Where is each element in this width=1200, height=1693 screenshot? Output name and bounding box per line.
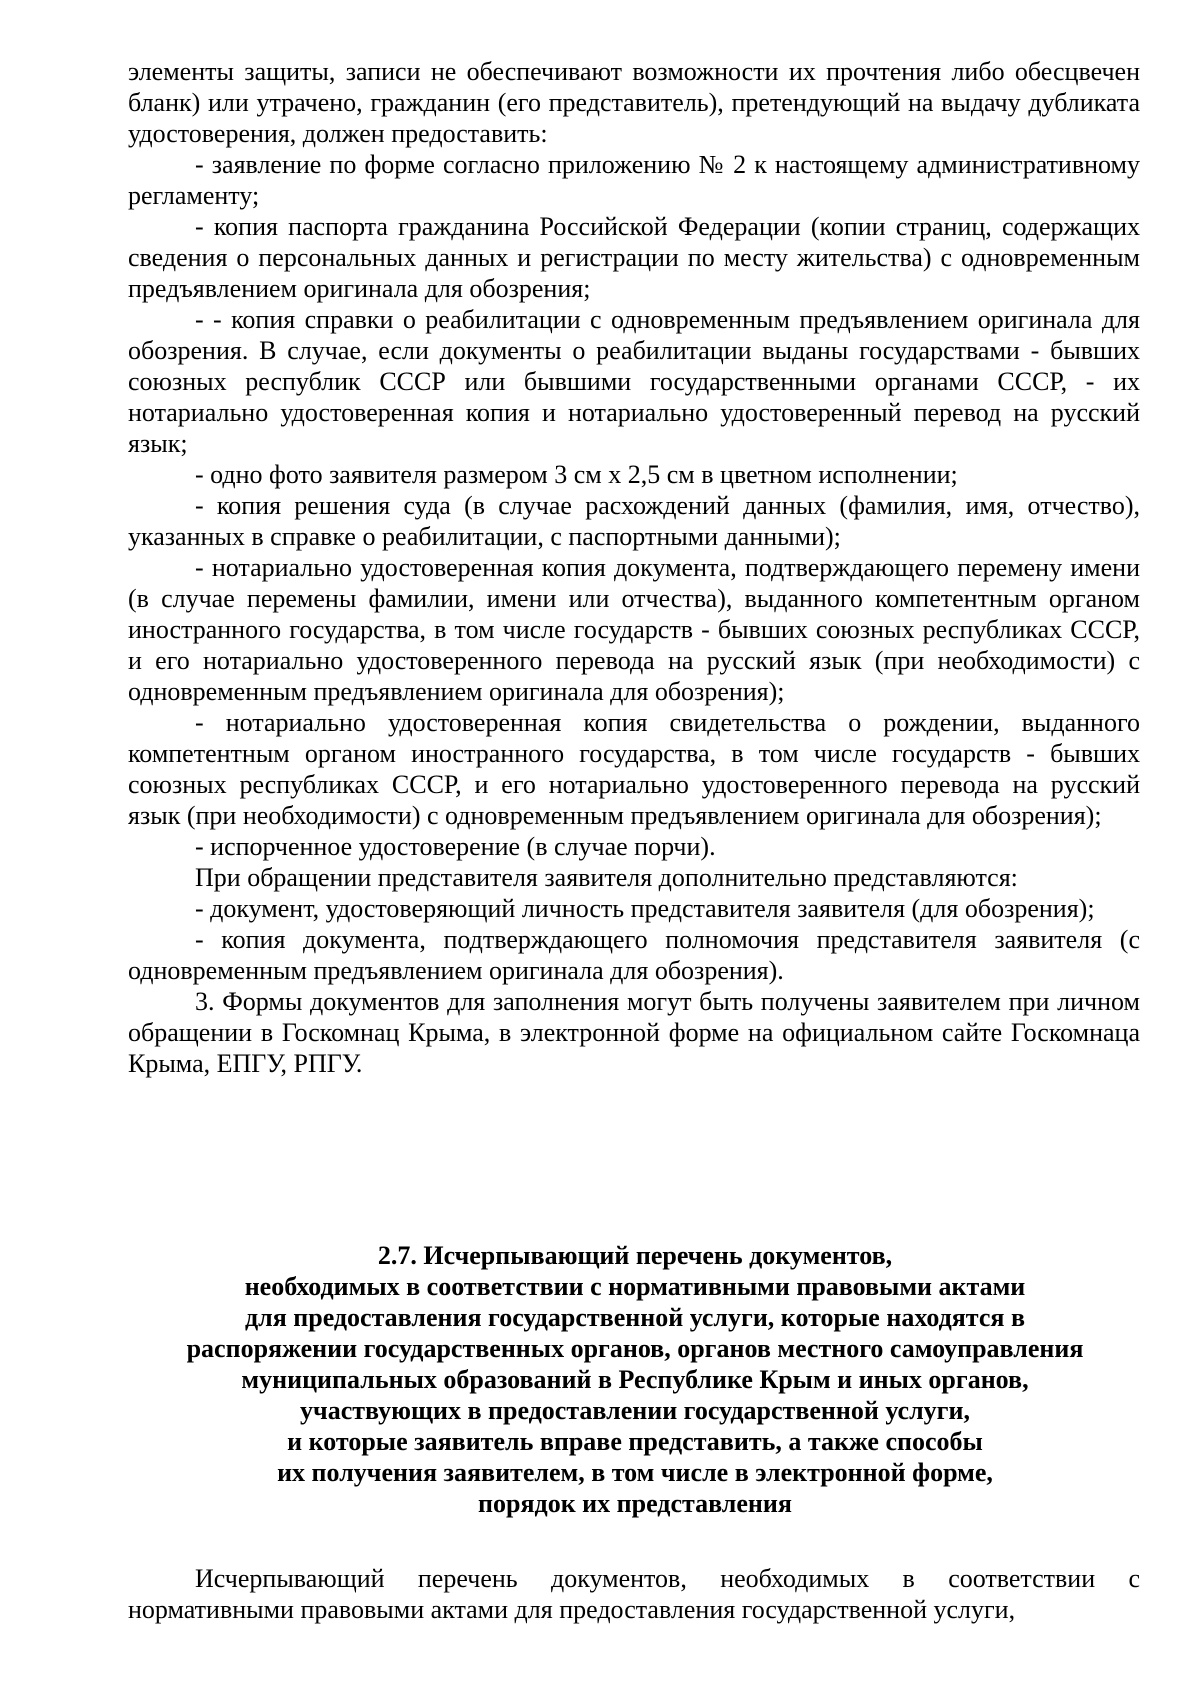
paragraph-continuation: элементы защиты, записи не обеспечивают возможности их прочтения либо обесцвечен бланк) или утрачено, гражданин (его представитель), претендующий на выдачу дубликата удостоверения, должен предоставить: bbox=[128, 57, 1140, 148]
list-item-court-decision: - копия решения суда (в случае расхождений данных (фамилия, имя, отчество), указанных в справке о реабилитации, с паспортными данными); bbox=[128, 491, 1140, 551]
heading-line: порядок их представления bbox=[478, 1489, 792, 1518]
list-item-birth-certificate: - нотариально удостоверенная копия свидетельства о рождении, выданного компетентным органом иностранного государства, в том числе государств - бывших союзных республиках СССР, и его нотариально удостоверенного перевода на русский язык (при необходимости) с одновременным предъявлением оригинала для обозрения); bbox=[128, 708, 1140, 830]
body-text bbox=[128, 56, 1140, 1079]
heading-line: муниципальных образований в Республике Крым и иных органов, bbox=[241, 1365, 1029, 1394]
paragraph-closing: Исчерпывающий перечень документов, необходимых в соответствии с нормативными правовыми актами для предоставления государственной услуги, bbox=[128, 1564, 1140, 1624]
list-item-representative-id: - документ, удостоверяющий личность представителя заявителя (для обозрения); bbox=[195, 894, 1095, 923]
heading-line: их получения заявителем, в том числе в электронной форме, bbox=[277, 1458, 993, 1487]
paragraph-forms: 3. Формы документов для заполнения могут быть получены заявителем при личном обращении в Госкомнац Крыма, в электронной форме на официальном сайте Госкомнаца Крыма, ЕПГУ, РПГУ. bbox=[128, 987, 1140, 1078]
heading-line: 2.7. Исчерпывающий перечень документов, bbox=[377, 1241, 893, 1270]
heading-line: участвующих в предоставлении государственной услуги, bbox=[300, 1396, 970, 1425]
heading-line: необходимых в соответствии с нормативными правовыми актами bbox=[244, 1272, 1026, 1301]
paragraph-representative-intro: При обращении представителя заявителя дополнительно представляются: bbox=[195, 863, 1018, 892]
section-heading bbox=[120, 1240, 1150, 1519]
list-item-rehabilitation-certificate: - - копия справки о реабилитации с одновременным предъявлением оригинала для обозрения. В случае, если документы о реабилитации выданы государствами - бывших союзных республик СССР или бывшими государственными органами СССР, - их нотариально удостоверенная копия и нотариально удостоверенный перевод на русский язык; bbox=[128, 305, 1140, 458]
heading-line: распоряжении государственных органов, органов местного самоуправления bbox=[186, 1334, 1084, 1363]
list-item-name-change-document: - нотариально удостоверенная копия документа, подтверждающего перемену имени (в случае перемены фамилии, имени или отчества), выданного компетентным органом иностранного государства, в том числе государств - бывших союзных республиках СССР, и его нотариально удостоверенного перевода на русский язык (при необходимости) с одновременным предъявлением оригинала для обозрения); bbox=[128, 553, 1140, 706]
heading-line: для предоставления государственной услуги, которые находятся в bbox=[244, 1303, 1026, 1332]
list-item-representative-authority: - копия документа, подтверждающего полномочия представителя заявителя (с одновременным предъявлением оригинала для обозрения). bbox=[128, 925, 1140, 985]
closing-text bbox=[128, 1563, 1140, 1625]
list-item-damaged-certificate: - испорченное удостоверение (в случае порчи). bbox=[195, 832, 716, 861]
list-item-passport-copy: - копия паспорта гражданина Российской Федерации (копии страниц, содержащих сведения о персональных данных и регистрации по месту жительства) с одновременным предъявлением оригинала для обозрения; bbox=[128, 212, 1140, 303]
list-item-photo: - одно фото заявителя размером 3 см х 2,5 см в цветном исполнении; bbox=[195, 460, 958, 489]
list-item-application: - заявление по форме согласно приложению № 2 к настоящему административному регламенту; bbox=[128, 150, 1140, 210]
heading-line: и которые заявитель вправе представить, а также способы bbox=[287, 1427, 983, 1456]
